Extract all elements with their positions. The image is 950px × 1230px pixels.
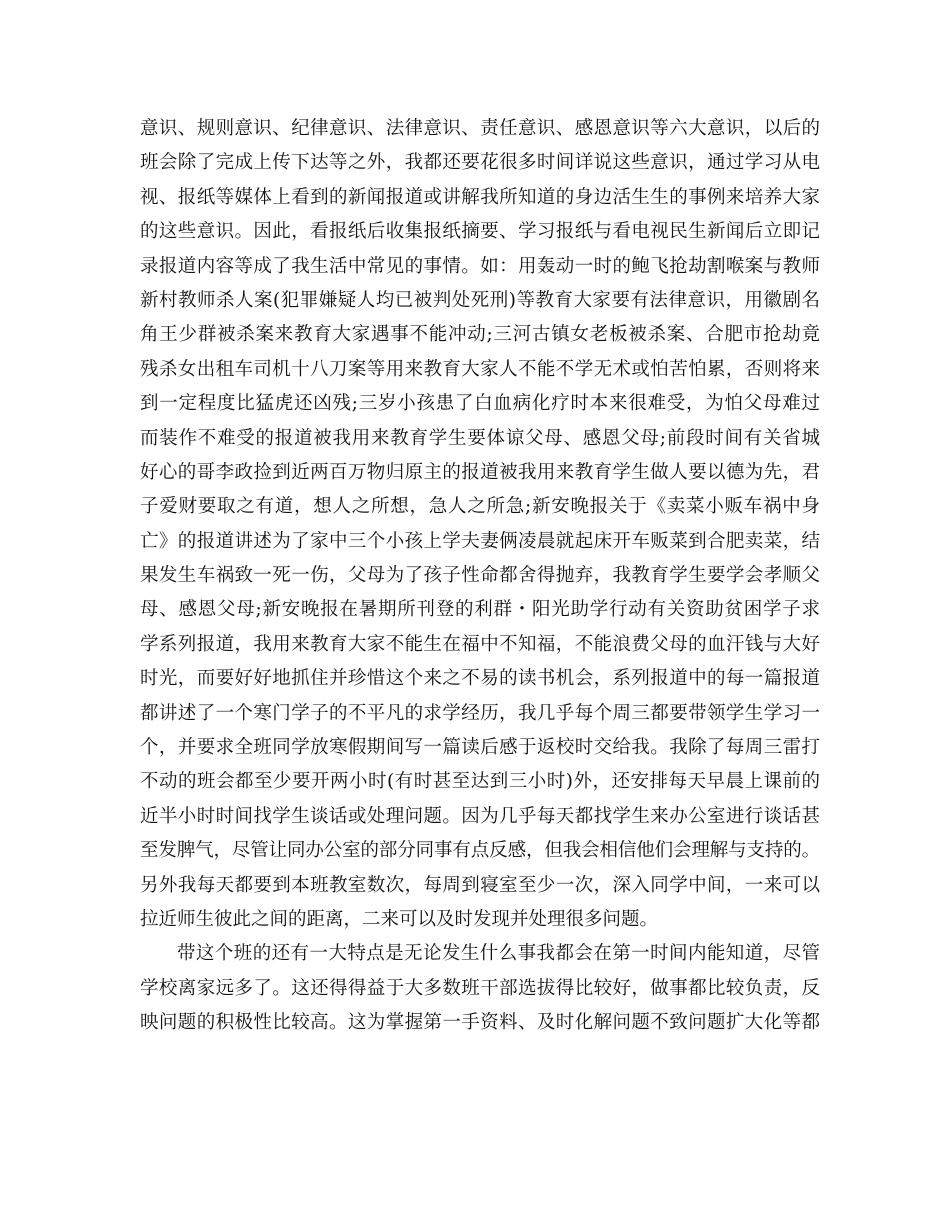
paragraph [140, 112, 820, 937]
text-line: 而装作不难受的报道被我用来教育学生要体谅父母、感恩父母;前段时间有关省城 [140, 427, 820, 449]
text-line: 不动的班会都至少要开两小时(有时甚至达到三小时)外，还安排每天早晨上课前的 [140, 771, 820, 793]
text-line: 亡》的报道讲述为了家中三个小孩上学夫妻俩凌晨就起床开车贩菜到合肥卖菜，结 [140, 530, 820, 552]
text-line: 另外我每天都要到本班教室数次，每周到寝室至少一次，深入同学中间，一来可以 [140, 874, 820, 896]
text-line: 映问题的积极性比较高。这为掌握第一手资料、及时化解问题不致问题扩大化等都 [140, 1012, 820, 1034]
text-line: 录报道内容等成了我生活中常见的事情。如：用轰动一时的鲍飞抢劫割喉案与教师 [140, 255, 820, 277]
paragraph [140, 937, 820, 1040]
text-line: 角王少群被杀案来教育大家遇事不能冲动;三河古镇女老板被杀案、合肥市抢劫竟 [140, 324, 820, 346]
text-line: 意识、规则意识、纪律意识、法律意识、责任意识、感恩意识等六大意识，以后的 [140, 118, 820, 139]
text-line: 子爱财要取之有道，想人之所想，急人之所急;新安晚报关于《卖菜小贩车祸中身 [140, 496, 820, 518]
text-line: 时光，而要好好地抓住并珍惜这个来之不易的读书机会，系列报道中的每一篇报道 [140, 668, 820, 690]
text-line: 学系列报道，我用来教育大家不能生在福中不知福，不能浪费父母的血汗钱与大好 [140, 633, 820, 655]
text-line: 新村教师杀人案(犯罪嫌疑人均已被判处死刑)等教育大家要有法律意识，用徽剧名 [140, 289, 820, 311]
text-line: 母、感恩父母;新安晚报在暑期所刊登的利群・阳光助学行动有关资助贫困学子求 [140, 599, 820, 621]
text-line: 残杀女出租车司机十八刀案等用来教育大家人不能不学无术或怕苦怕累，否则将来 [140, 358, 820, 380]
text-line: 近半小时时间找学生谈话或处理问题。因为几乎每天都找学生来办公室进行谈话甚 [140, 805, 820, 827]
text-line: 果发生车祸致一死一伤，父母为了孩子性命都舍得抛弃，我教育学生要学会孝顺父 [140, 565, 820, 587]
text-line: 都讲述了一个寒门学子的不平凡的求学经历，我几乎每个周三都要带领学生学习一 [140, 702, 820, 724]
text-line: 至发脾气，尽管让同办公室的部分同事有点反感，但我会相信他们会理解与支持的。 [140, 840, 820, 862]
body-text [140, 112, 820, 1041]
text-line: 带这个班的还有一大特点是无论发生什么事我都会在第一时间内能知道，尽管 [177, 943, 820, 965]
text-line: 好心的哥李政捡到近两百万物归原主的报道被我用来教育学生做人要以德为先，君 [140, 461, 820, 483]
text-line: 到一定程度比猛虎还凶残;三岁小孩患了白血病化疗时本来很难受，为怕父母难过 [140, 393, 820, 415]
text-line: 个，并要求全班同学放寒假期间写一篇读后感于返校时交给我。我除了每周三雷打 [140, 737, 820, 759]
text-line: 的这些意识。因此，看报纸后收集报纸摘要、学习报纸与看电视民生新闻后立即记 [140, 221, 820, 243]
text-line: 拉近师生彼此之间的距离，二来可以及时发现并处理很多问题。 [140, 908, 659, 930]
text-line: 学校离家远多了。这还得得益于大多数班干部选拔得比较好，做事都比较负责，反 [140, 977, 820, 999]
text-line: 视、报纸等媒体上看到的新闻报道或讲解我所知道的身边活生生的事例来培养大家 [140, 186, 820, 208]
text-line: 班会除了完成上传下达等之外，我都还要花很多时间详说这些意识，通过学习从电 [140, 152, 820, 174]
